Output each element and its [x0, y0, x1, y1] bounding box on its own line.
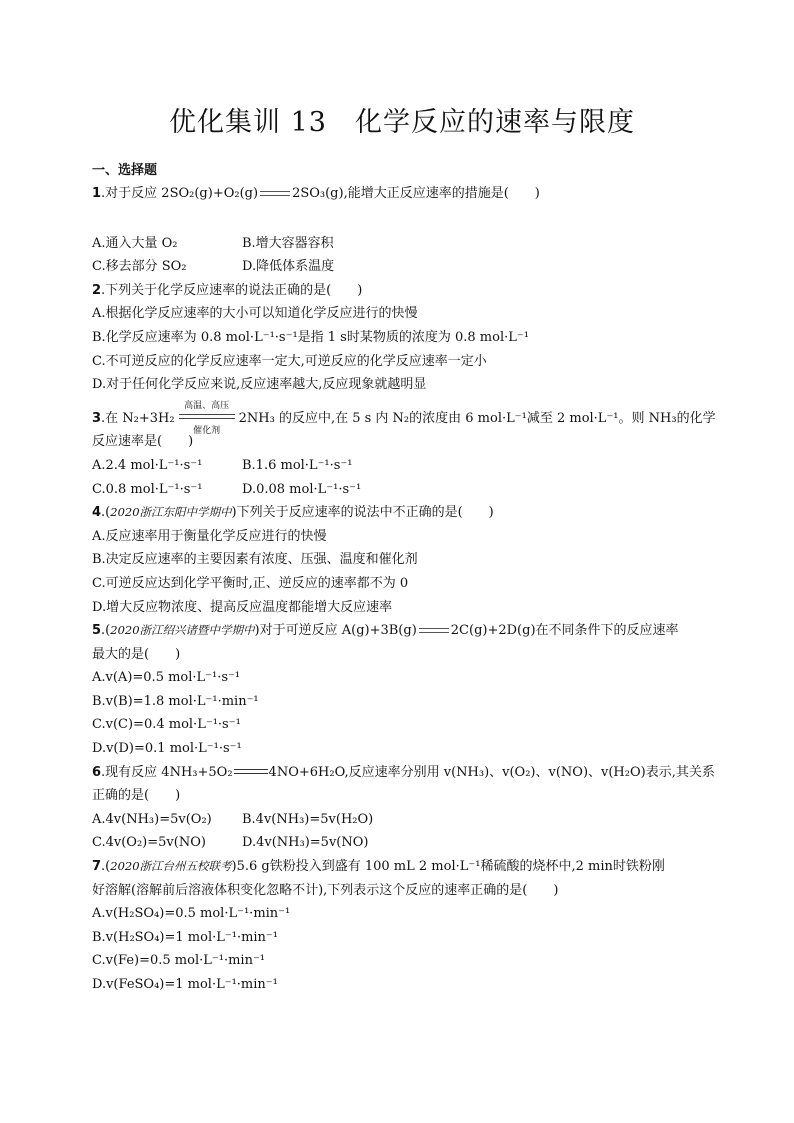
question-6-stem: 6.现有反应 4NH₃+5O₂ 4NO+6H₂O,反应速率分别用 v(NH₃)、v(O₂)、v(NO)、v(H₂O)表示,其关系: [92, 764, 715, 780]
reversible-arrow-icon: [260, 190, 290, 198]
option-d[interactable]: D.增大反应物浓度、提高反应温度都能增大反应速率: [92, 599, 393, 615]
question-number: 7: [92, 859, 102, 875]
source-label: 2020浙江东阳中学期中: [110, 505, 232, 520]
question-1-options-ab: [92, 232, 712, 256]
question-1-stem: 1.对于反应 2SO₂(g)+O₂(g) 2SO₃(g),能增大正反应速率的措施是( ): [92, 186, 540, 201]
equal-sign-icon: [234, 768, 268, 776]
option-a[interactable]: A.通入大量 O₂: [92, 235, 178, 251]
option-a[interactable]: A.v(H₂SO₄)=0.5 mol·L⁻¹·min⁻¹: [92, 906, 291, 922]
question-number: 5: [92, 623, 102, 639]
option-b[interactable]: B.决定反应速率的主要因素有浓度、压强、温度和催化剂: [92, 552, 418, 568]
source-label: 2020浙江台州五校联考: [110, 859, 232, 874]
option-c[interactable]: C.不可逆反应的化学反应速率一定大,可逆反应的化学反应速率一定小: [92, 353, 487, 369]
question-6-options-ab: [92, 808, 712, 832]
option-d[interactable]: D.v(FeSO₄)=1 mol·L⁻¹·min⁻¹: [92, 977, 278, 992]
question-6-stem-cont: 正确的是( ): [92, 788, 181, 804]
question-3-options-cd: [92, 478, 712, 502]
option-c[interactable]: C.可逆反应达到化学平衡时,正、逆反应的速率都不为 0: [92, 575, 409, 591]
worksheet-page: [92, 100, 716, 997]
option-b[interactable]: B.增大容器容积: [242, 235, 334, 251]
question-number: 3: [92, 410, 102, 426]
reaction-condition-arrow-icon: 高温、高压 催化剂: [179, 411, 235, 425]
option-a[interactable]: A.2.4 mol·L⁻¹·s⁻¹: [92, 457, 203, 473]
option-a[interactable]: A.4v(NH₃)=5v(O₂): [92, 811, 212, 827]
source-label: 2020浙江绍兴诸暨中学期中: [110, 623, 255, 638]
option-d[interactable]: D.对于任何化学反应来说,反应速率越大,反应现象就越明显: [92, 377, 427, 393]
option-d[interactable]: D.0.08 mol·L⁻¹·s⁻¹: [242, 481, 362, 497]
option-c[interactable]: C.0.8 mol·L⁻¹·s⁻¹: [92, 481, 203, 497]
option-d[interactable]: D.降低体系温度: [242, 259, 335, 275]
option-d[interactable]: D.4v(NH₃)=5v(NO): [242, 835, 369, 851]
question-5-stem-cont: 最大的是( ): [92, 646, 181, 662]
option-c[interactable]: C.移去部分 SO₂: [92, 259, 187, 275]
option-c[interactable]: C.v(C)=0.4 mol·L⁻¹·s⁻¹: [92, 717, 241, 733]
question-3-stem: 3.在 N₂+3H₂ 高温、高压 催化剂 2NH₃ 的反应中,在 5 s 内 N₂的浓度由 6 mol·L⁻¹减至 2 mol·L⁻¹。则 NH₃的化学: [92, 401, 716, 437]
option-a[interactable]: A.根据化学反应速率的大小可以知道化学反应进行的快慢: [92, 306, 418, 322]
option-c[interactable]: C.4v(O₂)=5v(NO): [92, 835, 206, 851]
option-d[interactable]: D.v(D)=0.1 mol·L⁻¹·s⁻¹: [92, 741, 242, 757]
question-number: 1: [92, 186, 102, 201]
question-1-options-cd: [92, 255, 712, 279]
question-number: 6: [92, 764, 102, 780]
question-5-stem: 5.(2020浙江绍兴诸暨中学期中)对于可逆反应 A(g)+3B(g) 2C(g)+2D(g)在不同条件下的反应速率: [92, 623, 679, 639]
question-number: 2: [92, 282, 102, 298]
option-b[interactable]: B.4v(NH₃)=5v(H₂O): [242, 811, 374, 827]
option-b[interactable]: B.1.6 mol·L⁻¹·s⁻¹: [242, 457, 353, 473]
option-a[interactable]: A.v(A)=0.5 mol·L⁻¹·s⁻¹: [92, 670, 241, 686]
question-7-stem: 7.(2020浙江台州五校联考)5.6 g铁粉投入到盛有 100 mL 2 mol·L⁻¹稀硫酸的烧杯中,2 min时铁粉刚: [92, 859, 665, 875]
question-2-stem: 2.下列关于化学反应速率的说法正确的是( ): [92, 282, 363, 298]
option-b[interactable]: B.化学反应速率为 0.8 mol·L⁻¹·s⁻¹是指 1 s时某物质的浓度为 0.8 mol·L⁻¹: [92, 329, 529, 345]
option-a[interactable]: A.反应速率用于衡量化学反应进行的快慢: [92, 528, 327, 544]
section-heading: 一、选择题: [92, 163, 158, 178]
question-7-stem-cont: 好溶解(溶解前后溶液体积变化忽略不计),下列表示这个反应的速率正确的是( ): [92, 882, 559, 898]
option-b[interactable]: B.v(B)=1.8 mol·L⁻¹·min⁻¹: [92, 693, 259, 709]
question-6-options-cd: [92, 831, 712, 855]
question-4-stem: 4.(2020浙江东阳中学期中)下列关于反应速率的说法中不正确的是( ): [92, 505, 494, 521]
page-title: 优化集训 13 化学反应的速率与限度: [169, 107, 635, 138]
reversible-arrow-icon: [419, 627, 449, 635]
question-3-options-ab: [92, 454, 712, 478]
option-b[interactable]: B.v(H₂SO₄)=1 mol·L⁻¹·min⁻¹: [92, 929, 279, 945]
question-number: 4: [92, 505, 102, 521]
option-c[interactable]: C.v(Fe)=0.5 mol·L⁻¹·min⁻¹: [92, 953, 266, 969]
question-3-stem-cont: 反应速率是( ): [92, 434, 194, 450]
